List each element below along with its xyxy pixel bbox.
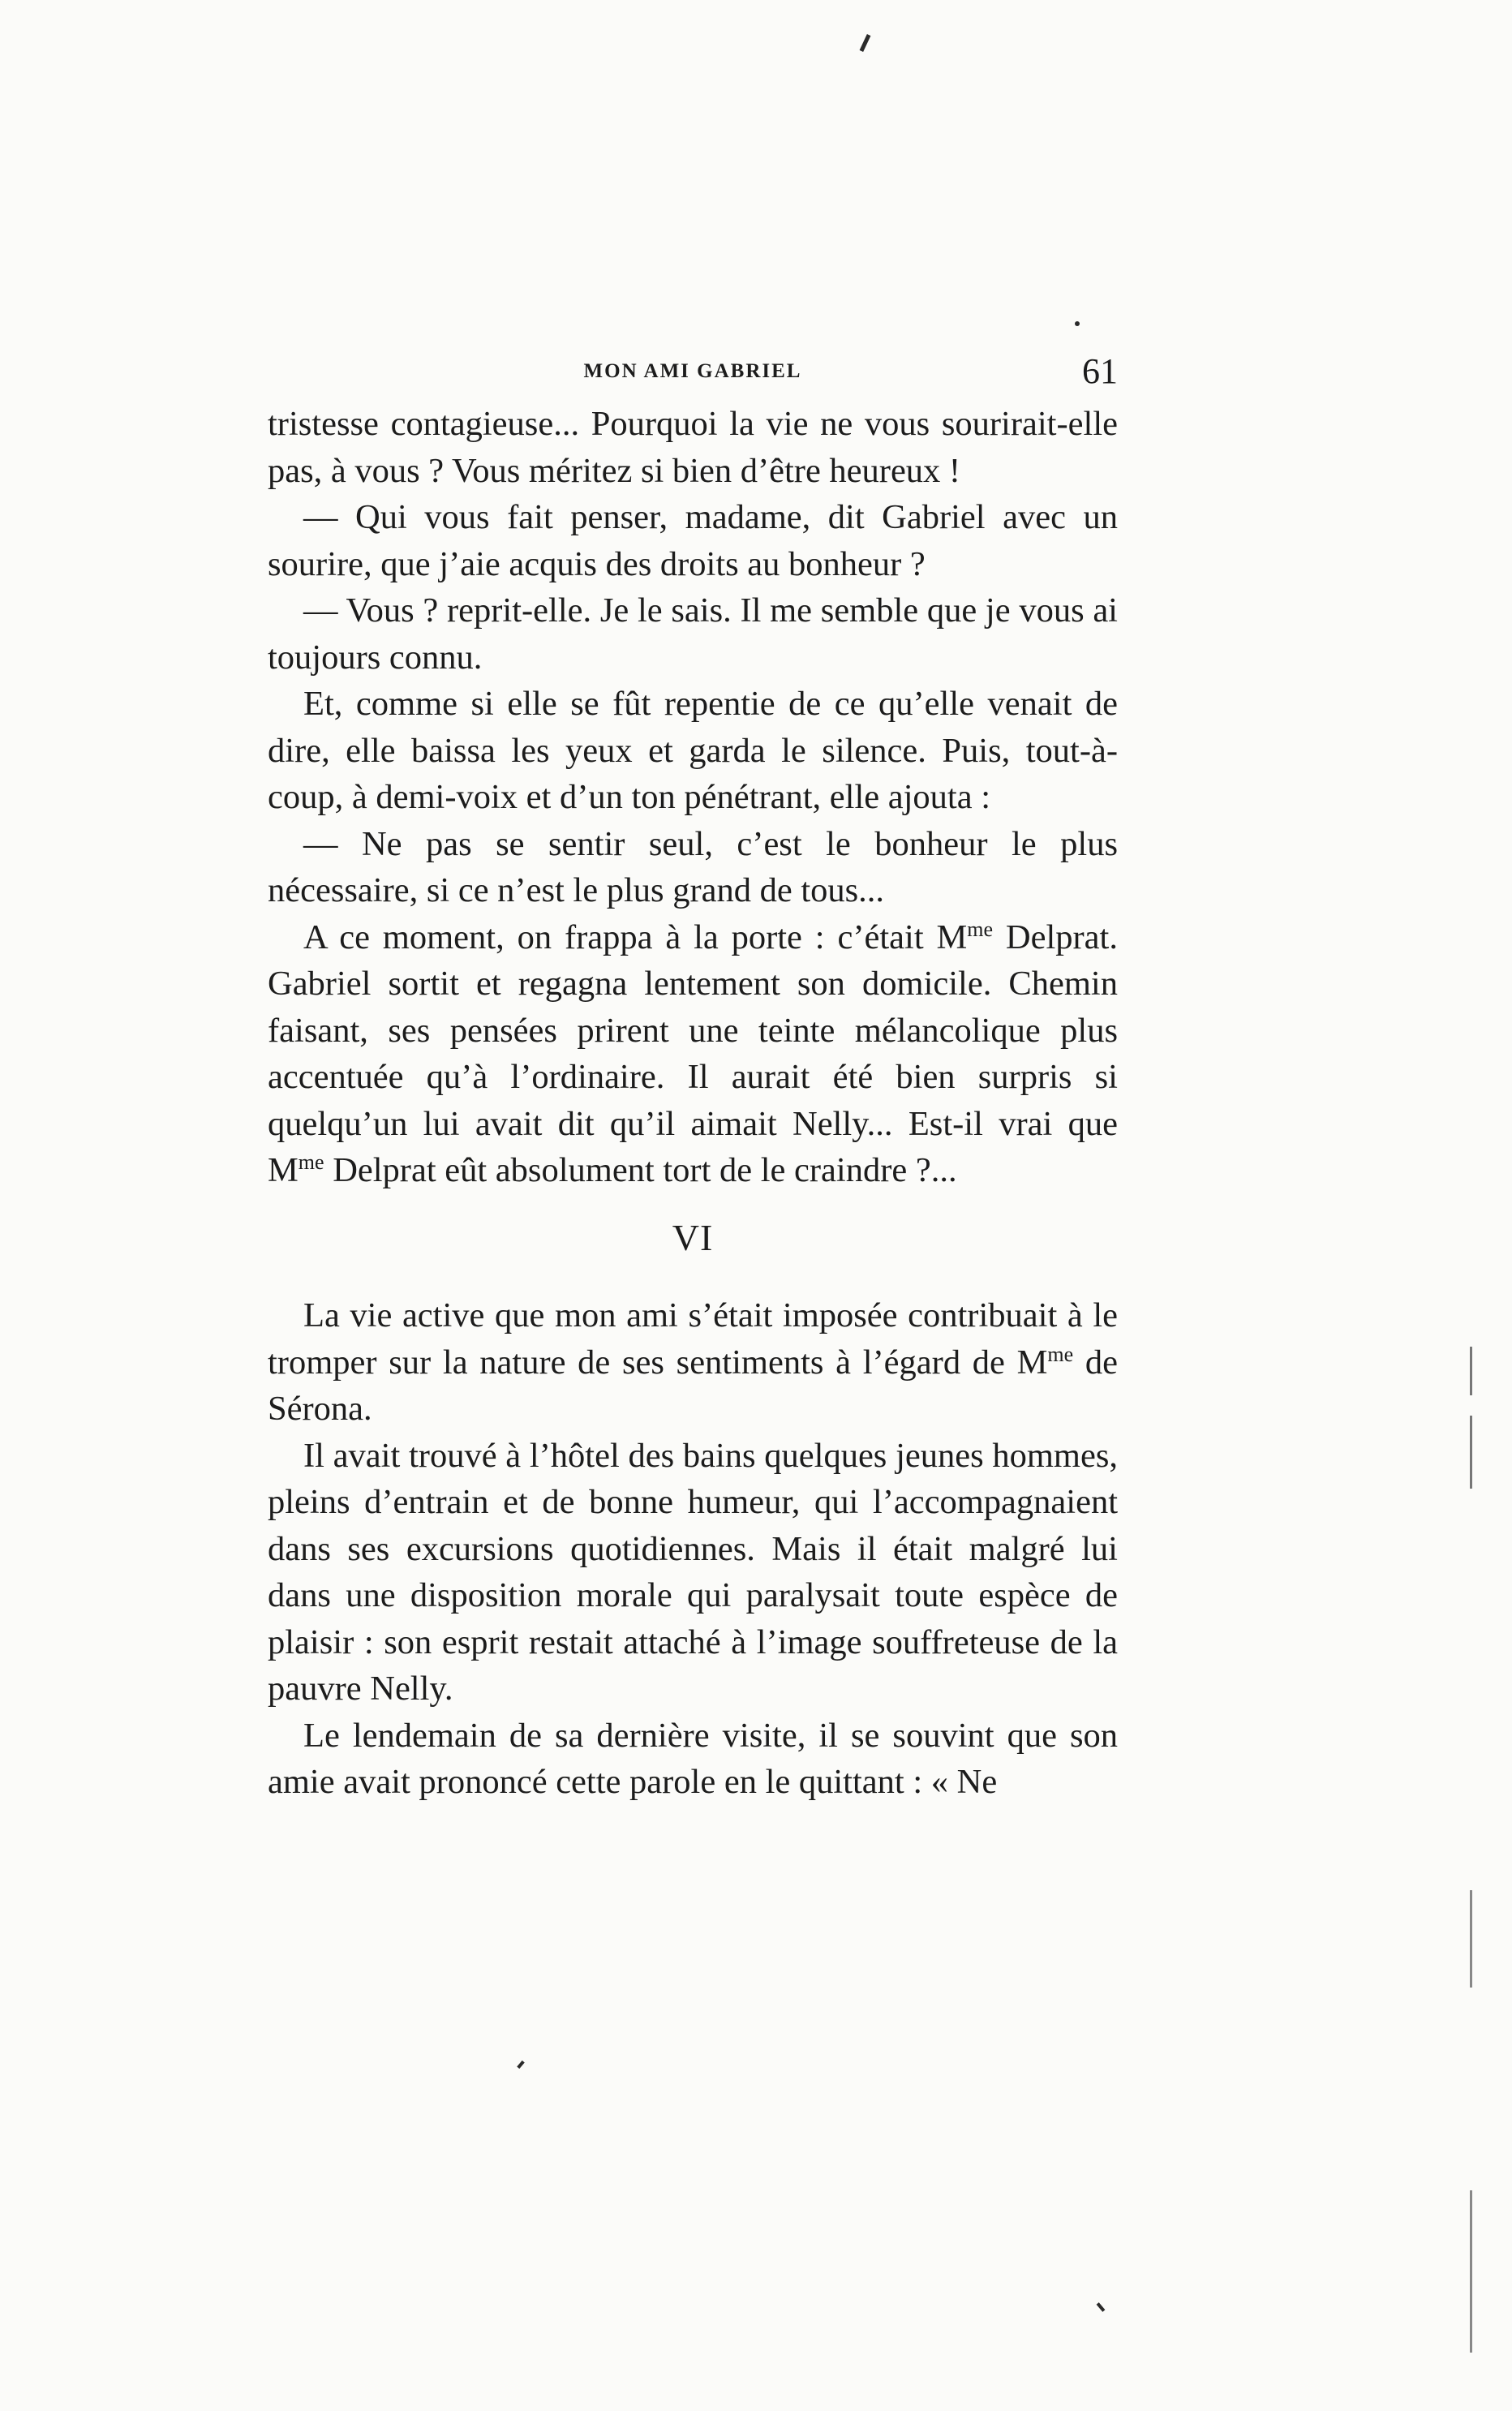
paragraph-continued: tristesse contagieuse... Pourquoi la vie ne vous sourirait-elle pas, à vous ? Vous méritez si bien d’être heureux ! xyxy=(268,405,1118,490)
text-run: de Sérona. xyxy=(268,1343,1118,1428)
paragraph-chapter-2: Il avait trouvé à l’hôtel des bains quelques jeunes hommes, pleins d’entrain et de bonne humeur, qui l’accompagnaient dans ses excursions quotidiennes. Mais il était malgré lui dans une disposition morale qui paralysait toute espèce de plaisir : son esprit restait attaché à l’image souffreteuse de la pauvre Nelly. xyxy=(268,1436,1118,1708)
scan-speck xyxy=(517,2061,524,2069)
scan-edge-line xyxy=(1470,1890,1472,1988)
running-title: MON AMI GABRIEL xyxy=(583,360,802,382)
running-head xyxy=(268,349,1118,398)
paragraph-dialogue-3: — Ne pas se sentir seul, c’est le bonheur le plus nécessaire, si ce n’est le plus grand de tous... xyxy=(268,824,1118,909)
paragraph-dialogue-2: — Vous ? reprit-elle. Je le sais. Il me semble que je vous ai toujours connu. xyxy=(268,591,1118,677)
body-text xyxy=(268,401,1118,1806)
scan-speck xyxy=(1075,321,1080,326)
text-run: A ce moment, on frappa à la porte : c’était M xyxy=(303,918,968,956)
text-run: Delprat. Gabriel sortit et regagna lentement son domicile. Chemin faisant, ses pensées prirent une teinte mélancolique plus accentuée qu’à l’ordinaire. Il aurait été bien surpris si quelqu’un lui avait dit qu’il aimait Nelly... Est-il vrai que M xyxy=(268,918,1118,1189)
chapter-heading: VI xyxy=(672,1216,714,1258)
paragraph-chapter-1 xyxy=(268,1292,1118,1433)
superscript: me xyxy=(967,917,994,941)
scan-edge-line xyxy=(1470,2190,1472,2353)
paragraph-dialogue-1: — Qui vous fait penser, madame, dit Gabriel avec un sourire, que j’aie acquis des droits au bonheur ? xyxy=(268,498,1118,583)
scan-speck xyxy=(860,34,871,52)
paragraph-narration-2 xyxy=(268,914,1118,1194)
text-run: Delprat eût absolument tort de le craindre ?... xyxy=(324,1151,957,1189)
paragraph-chapter-3: Le lendemain de sa dernière visite, il se souvint que son amie avait prononcé cette parole en le quittant : « Ne xyxy=(268,1716,1118,1801)
scan-edge-line xyxy=(1470,1416,1472,1489)
superscript: me xyxy=(298,1150,324,1174)
superscript: me xyxy=(1047,1342,1074,1366)
text-run: La vie active que mon ami s’était imposée contribuait à le tromper sur la nature de ses sentiments à l’égard de M xyxy=(268,1296,1118,1382)
scan-edge-line xyxy=(1470,1347,1472,1395)
scan-speck xyxy=(1097,2302,1106,2312)
paragraph-narration-1: Et, comme si elle se fût repentie de ce qu’elle venait de dire, elle baissa les yeux et garda le silence. Puis, tout-à-coup, à demi-voix et d’un ton pénétrant, elle ajouta : xyxy=(268,685,1118,816)
page-number: 61 xyxy=(1082,351,1118,391)
